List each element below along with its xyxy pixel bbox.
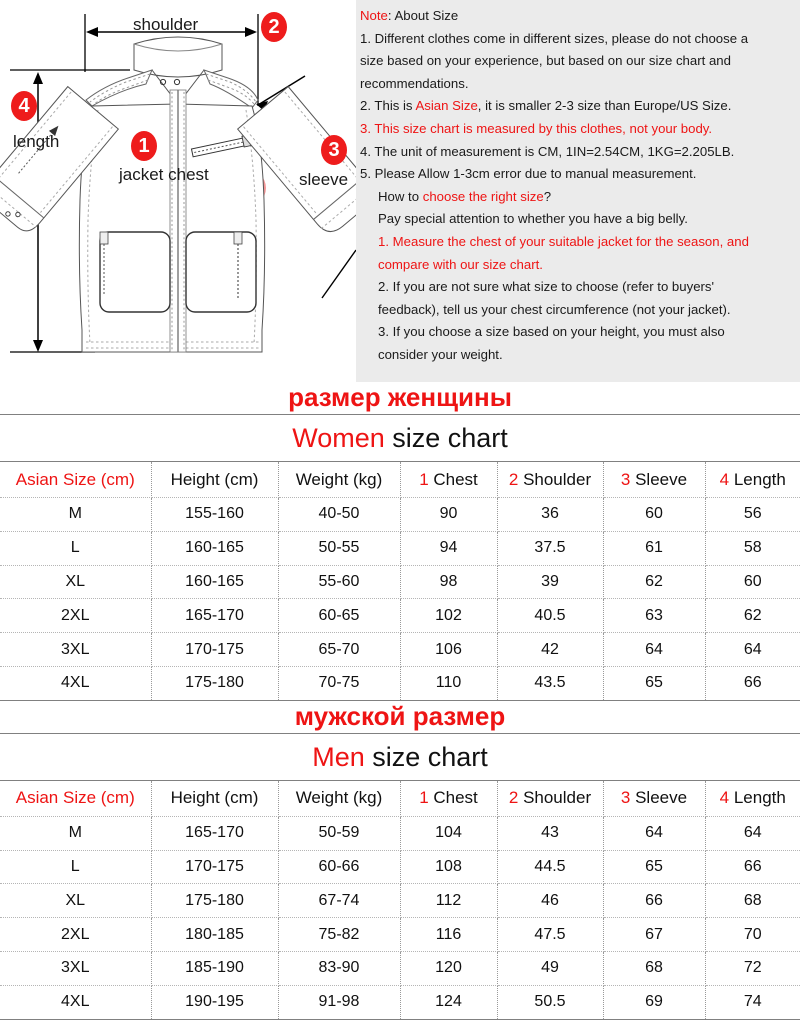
cell-value: 110 xyxy=(400,666,497,700)
note-tip-2b: feedback), tell us your chest circumference (not your jacket). xyxy=(378,301,731,317)
cell-size: XL xyxy=(0,565,151,599)
column-header-chest xyxy=(400,462,497,498)
cell-value: 62 xyxy=(603,565,705,599)
cell-value: 90 xyxy=(400,498,497,532)
note-heading-red: Note xyxy=(360,8,388,23)
cell-value: 43 xyxy=(497,816,603,850)
cell-size: 2XL xyxy=(0,599,151,633)
men-english-title xyxy=(0,734,800,780)
label-sleeve: sleeve xyxy=(299,170,349,189)
cell-value: 64 xyxy=(603,633,705,667)
note-belly: Pay special attention to whether you have a big belly. xyxy=(378,211,688,227)
note-howto-post: ? xyxy=(543,188,552,204)
men-title-red: Men xyxy=(312,741,365,772)
marker-2-shoulder: 2 xyxy=(261,12,287,42)
cell-value: 67 xyxy=(603,918,705,952)
header-label: Sleeve xyxy=(635,788,688,808)
header-label: Shoulder xyxy=(523,469,592,489)
note-tip-1a: 1. Measure the chest of your suitable jacket for the season, and xyxy=(378,233,749,249)
cell-value: 61 xyxy=(603,531,705,565)
women-title-rest: size chart xyxy=(384,423,508,453)
cell-value: 64 xyxy=(603,816,705,850)
header-label: Chest xyxy=(433,469,478,489)
cell-value: 40.5 xyxy=(497,599,603,633)
cell-value: 66 xyxy=(705,666,800,700)
cell-value: 65 xyxy=(603,850,705,884)
column-header-height-cm xyxy=(151,781,278,817)
cell-value: 70 xyxy=(705,918,800,952)
cell-value: 46 xyxy=(497,884,603,918)
note-line-3: 3. This size chart is measured by this clothes, not your body. xyxy=(360,120,713,136)
header-label: Chest xyxy=(433,788,478,808)
table-row xyxy=(0,816,800,850)
cell-value: 124 xyxy=(400,985,497,1019)
column-header-chest xyxy=(400,781,497,817)
cell-value: 74 xyxy=(705,985,800,1019)
table-row xyxy=(0,985,800,1019)
cell-value: 60 xyxy=(603,498,705,532)
cell-value: 91-98 xyxy=(278,985,400,1019)
header-label: Weight (kg) xyxy=(295,788,383,808)
cell-value: 108 xyxy=(400,850,497,884)
cell-size: L xyxy=(0,850,151,884)
label-length: length xyxy=(13,132,60,151)
header-index-number: 3 xyxy=(620,469,636,489)
cell-size: M xyxy=(0,498,151,532)
table-row xyxy=(0,951,800,985)
cell-value: 165-170 xyxy=(151,816,278,850)
header-label: Asian Size (cm) xyxy=(15,469,135,489)
header-label: Asian Size (cm) xyxy=(15,788,135,808)
note-line-1c: recommendations. xyxy=(360,75,469,91)
table-row xyxy=(0,599,800,633)
men-size-chart-block xyxy=(0,701,800,1020)
table-row xyxy=(0,565,800,599)
cell-size: 3XL xyxy=(0,951,151,985)
table-row xyxy=(0,498,800,532)
cell-value: 63 xyxy=(603,599,705,633)
marker-4-length: 4 xyxy=(11,91,37,121)
header-index-number: 4 xyxy=(719,788,734,808)
cell-value: 120 xyxy=(400,951,497,985)
cell-value: 116 xyxy=(400,918,497,952)
table-header-row xyxy=(0,462,800,498)
cell-size: 3XL xyxy=(0,633,151,667)
cell-value: 155-160 xyxy=(151,498,278,532)
note-tip-2a: 2. If you are not sure what size to choose (refer to buyers' xyxy=(378,279,715,295)
table-row xyxy=(0,850,800,884)
cell-value: 44.5 xyxy=(497,850,603,884)
cell-value: 64 xyxy=(705,633,800,667)
column-header-shoulder xyxy=(497,781,603,817)
note-heading-rest: : About Size xyxy=(387,8,459,23)
cell-value: 160-165 xyxy=(151,565,278,599)
men-russian-title: мужской размер xyxy=(294,700,506,731)
cell-value: 185-190 xyxy=(151,951,278,985)
cell-value: 72 xyxy=(705,951,800,985)
cell-value: 83-90 xyxy=(278,951,400,985)
cell-value: 75-82 xyxy=(278,918,400,952)
women-russian-title: размер женщины xyxy=(288,382,512,412)
column-header-sleeve xyxy=(603,462,705,498)
note-line-2 xyxy=(360,95,794,118)
cell-value: 50-59 xyxy=(278,816,400,850)
cell-size: L xyxy=(0,531,151,565)
column-header-weight-kg xyxy=(278,462,400,498)
cell-value: 175-180 xyxy=(151,884,278,918)
header-index-number: 2 xyxy=(508,469,524,489)
note-line-2-post: , it is smaller 2-3 size than Europe/US Size. xyxy=(477,98,732,114)
header-index-number: 1 xyxy=(419,788,434,808)
jacket-illustration-svg xyxy=(0,0,356,382)
cell-value: 60-65 xyxy=(278,599,400,633)
table-header-row xyxy=(0,781,800,817)
cell-value: 94 xyxy=(400,531,497,565)
column-header-length xyxy=(705,462,800,498)
cell-value: 36 xyxy=(497,498,603,532)
cell-size: XL xyxy=(0,884,151,918)
header-index-number: 3 xyxy=(620,788,636,808)
cell-value: 65 xyxy=(603,666,705,700)
cell-value: 50-55 xyxy=(278,531,400,565)
men-table-body xyxy=(0,816,800,1019)
header-label: Length xyxy=(733,469,786,489)
note-howto-pre: How to xyxy=(378,188,423,204)
note-line-2-pre: 2. This is xyxy=(360,98,416,114)
cell-value: 66 xyxy=(705,850,800,884)
note-line-2-red: Asian Size xyxy=(415,98,478,114)
note-heading xyxy=(360,5,794,28)
column-header-weight-kg xyxy=(278,781,400,817)
cell-value: 37.5 xyxy=(497,531,603,565)
table-row xyxy=(0,531,800,565)
men-size-table xyxy=(0,781,800,1020)
cell-value: 69 xyxy=(603,985,705,1019)
header-index-number: 4 xyxy=(719,469,734,489)
men-title-rest: size chart xyxy=(364,741,488,772)
cell-value: 49 xyxy=(497,951,603,985)
label-shoulder: shoulder xyxy=(133,15,199,34)
cell-value: 190-195 xyxy=(151,985,278,1019)
header-label: Height (cm) xyxy=(170,469,259,489)
header-label: Height (cm) xyxy=(170,788,259,808)
note-line-1a: 1. Different clothes come in different sizes, please do not choose a xyxy=(360,30,749,46)
label-jacket-chest: jacket chest xyxy=(119,165,209,184)
women-title-red: Women xyxy=(292,423,385,453)
cell-value: 65-70 xyxy=(278,633,400,667)
size-note-panel xyxy=(356,0,800,382)
marker-3-sleeve: 3 xyxy=(321,135,347,165)
header-label: Length xyxy=(733,788,786,808)
women-english-title xyxy=(0,415,800,461)
cell-value: 43.5 xyxy=(497,666,603,700)
column-header-shoulder xyxy=(497,462,603,498)
note-tip-3a: 3. If you choose a size based on your height, you must also xyxy=(378,324,725,340)
table-row xyxy=(0,918,800,952)
table-row xyxy=(0,666,800,700)
cell-value: 55-60 xyxy=(278,565,400,599)
note-line-4: 4. The unit of measurement is CM, 1IN=2.54CM, 1KG=2.205LB. xyxy=(360,143,735,159)
cell-value: 98 xyxy=(400,565,497,599)
cell-value: 104 xyxy=(400,816,497,850)
cell-value: 64 xyxy=(705,816,800,850)
cell-value: 170-175 xyxy=(151,850,278,884)
column-header-asian-size-cm xyxy=(0,781,151,817)
column-header-height-cm xyxy=(151,462,278,498)
cell-value: 68 xyxy=(603,951,705,985)
note-howto xyxy=(360,186,794,209)
note-line-1b: size based on your experience, but based on our size chart and xyxy=(360,53,731,69)
header-label: Weight (kg) xyxy=(295,469,383,489)
women-size-table xyxy=(0,462,800,701)
column-header-sleeve xyxy=(603,781,705,817)
header-index-number: 1 xyxy=(419,469,434,489)
cell-value: 180-185 xyxy=(151,918,278,952)
table-row xyxy=(0,884,800,918)
cell-value: 58 xyxy=(705,531,800,565)
cell-value: 106 xyxy=(400,633,497,667)
column-header-asian-size-cm xyxy=(0,462,151,498)
cell-value: 175-180 xyxy=(151,666,278,700)
cell-value: 62 xyxy=(705,599,800,633)
marker-1-chest: 1 xyxy=(131,131,157,161)
table-row xyxy=(0,633,800,667)
cell-value: 40-50 xyxy=(278,498,400,532)
header-section xyxy=(0,0,800,382)
note-line-5: 5. Please Allow 1-3cm error due to manual measurement. xyxy=(360,166,697,182)
cell-value: 50.5 xyxy=(497,985,603,1019)
cell-value: 67-74 xyxy=(278,884,400,918)
cell-size: 4XL xyxy=(0,985,151,1019)
cell-value: 39 xyxy=(497,565,603,599)
note-tip-3b: consider your weight. xyxy=(378,346,503,362)
header-label: Shoulder xyxy=(523,788,592,808)
cell-value: 102 xyxy=(400,599,497,633)
women-table-head xyxy=(0,462,800,498)
cell-size: 4XL xyxy=(0,666,151,700)
women-size-chart-block xyxy=(0,382,800,701)
column-header-length xyxy=(705,781,800,817)
cell-value: 47.5 xyxy=(497,918,603,952)
cell-value: 70-75 xyxy=(278,666,400,700)
note-tip-1b: compare with our size chart. xyxy=(378,256,543,272)
cell-value: 66 xyxy=(603,884,705,918)
header-label: Sleeve xyxy=(635,469,688,489)
note-howto-red: choose the right size xyxy=(422,188,544,204)
men-table-head xyxy=(0,781,800,817)
cell-value: 170-175 xyxy=(151,633,278,667)
cell-value: 60-66 xyxy=(278,850,400,884)
cell-value: 56 xyxy=(705,498,800,532)
cell-value: 112 xyxy=(400,884,497,918)
cell-value: 60 xyxy=(705,565,800,599)
cell-size: M xyxy=(0,816,151,850)
women-table-body xyxy=(0,498,800,701)
cell-value: 68 xyxy=(705,884,800,918)
cell-value: 42 xyxy=(497,633,603,667)
jacket-diagram xyxy=(0,0,356,382)
header-index-number: 2 xyxy=(508,788,524,808)
cell-size: 2XL xyxy=(0,918,151,952)
cell-value: 165-170 xyxy=(151,599,278,633)
cell-value: 160-165 xyxy=(151,531,278,565)
